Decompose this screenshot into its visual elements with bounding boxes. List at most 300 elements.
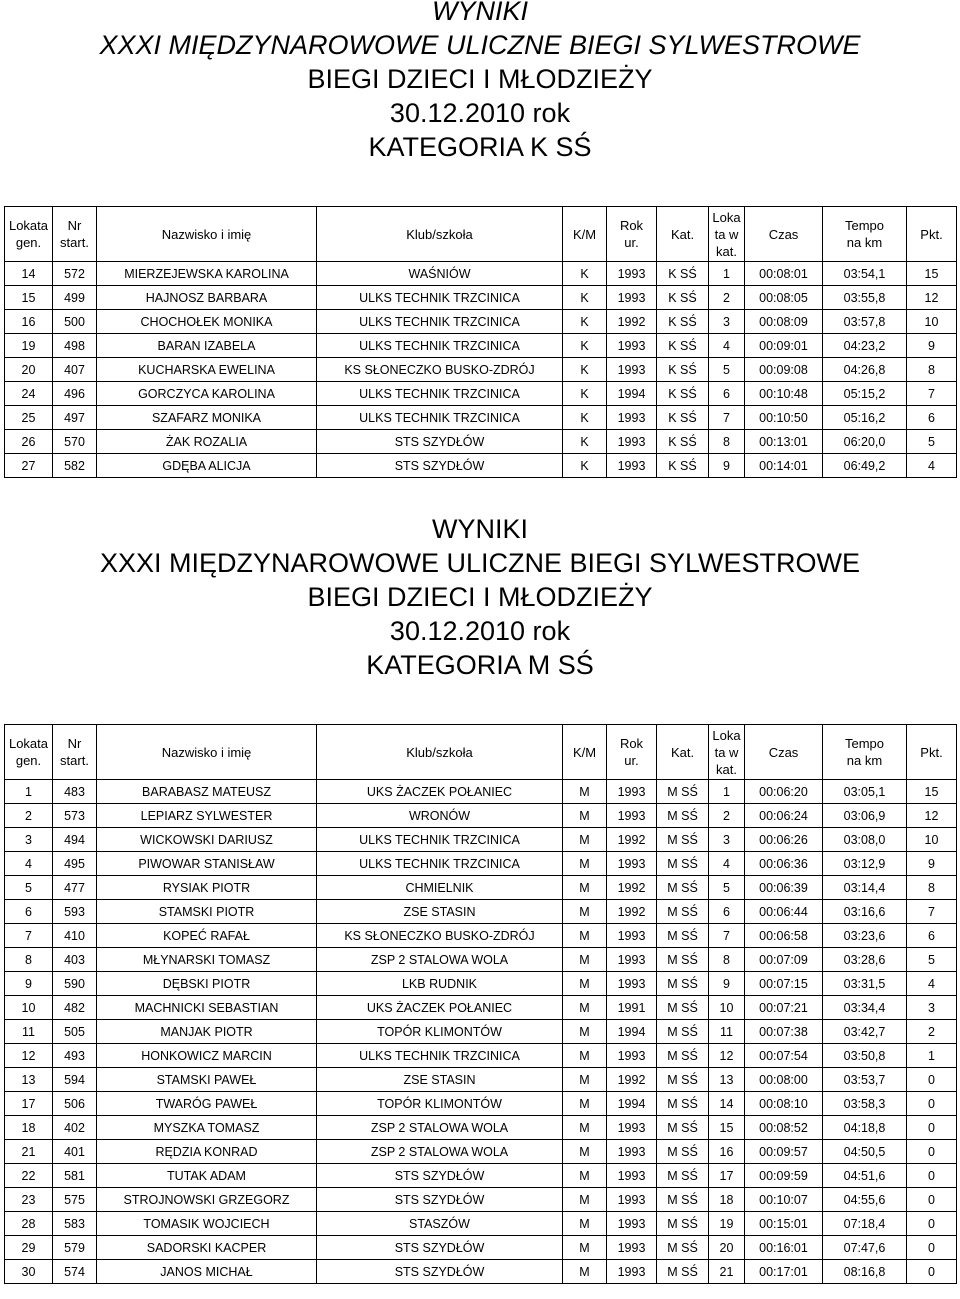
- cell-lokata-gen: 12: [5, 1044, 53, 1068]
- cell-nazwisko-imie: KUCHARSKA EWELINA: [97, 358, 317, 382]
- cell-tempo: 04:23,2: [823, 334, 907, 358]
- cell-lokata-kat: 6: [709, 900, 745, 924]
- cell-czas: 00:06:26: [745, 828, 823, 852]
- cell-nr-start: 581: [53, 1164, 97, 1188]
- cell-lokata-gen: 22: [5, 1164, 53, 1188]
- cell-pkt: 7: [907, 382, 957, 406]
- cell-czas: 00:17:01: [745, 1260, 823, 1284]
- cell-rok-ur: 1994: [607, 1092, 657, 1116]
- cell-czas: 00:15:01: [745, 1212, 823, 1236]
- cell-lokata-kat: 5: [709, 358, 745, 382]
- cell-czas: 00:09:59: [745, 1164, 823, 1188]
- cell-czas: 00:13:01: [745, 430, 823, 454]
- cell-km: K: [563, 406, 607, 430]
- column-header-text: na km: [846, 235, 883, 250]
- cell-kat: K SŚ: [657, 358, 709, 382]
- title-line: BIEGI DZIECI I MŁODZIEŻY: [307, 64, 653, 94]
- column-header-text: Klub/szkoła: [406, 744, 473, 760]
- cell-tempo: 03:05,1: [823, 780, 907, 804]
- cell-klub-szkola: CHMIELNIK: [317, 876, 563, 900]
- cell-nazwisko-imie: TUTAK ADAM: [97, 1164, 317, 1188]
- column-header-rok-ur: [607, 207, 657, 262]
- cell-pkt: 8: [907, 358, 957, 382]
- cell-rok-ur: 1994: [607, 1020, 657, 1044]
- cell-rok-ur: 1993: [607, 1116, 657, 1140]
- cell-klub-szkola: ULKS TECHNIK TRZCINICA: [317, 1044, 563, 1068]
- cell-pkt: 10: [907, 828, 957, 852]
- cell-klub-szkola: ZSP 2 STALOWA WOLA: [317, 948, 563, 972]
- cell-tempo: 03:42,7: [823, 1020, 907, 1044]
- cell-rok-ur: 1993: [607, 1044, 657, 1068]
- cell-tempo: 03:55,8: [823, 286, 907, 310]
- cell-tempo: 06:49,2: [823, 454, 907, 478]
- section-title: [0, 0, 960, 164]
- cell-kat: M SŚ: [657, 828, 709, 852]
- cell-km: K: [563, 262, 607, 286]
- cell-czas: 00:07:15: [745, 972, 823, 996]
- cell-czas: 00:06:24: [745, 804, 823, 828]
- cell-czas: 00:06:39: [745, 876, 823, 900]
- cell-lokata-gen: 4: [5, 852, 53, 876]
- cell-klub-szkola: WRONÓW: [317, 804, 563, 828]
- cell-lokata-kat: 5: [709, 876, 745, 900]
- title-line: WYNIKI: [431, 514, 528, 544]
- column-header-text: Kat.: [670, 744, 695, 760]
- column-header-km: [563, 207, 607, 262]
- cell-pkt: 10: [907, 310, 957, 334]
- column-header-lokata-kat: [709, 725, 745, 780]
- cell-km: M: [563, 852, 607, 876]
- cell-pkt: 12: [907, 804, 957, 828]
- cell-tempo: 03:08,0: [823, 828, 907, 852]
- cell-pkt: 0: [907, 1140, 957, 1164]
- cell-klub-szkola: UKS ŻACZEK POŁANIEC: [317, 996, 563, 1020]
- cell-kat: M SŚ: [657, 876, 709, 900]
- cell-kat: M SŚ: [657, 1212, 709, 1236]
- table-row: [5, 286, 957, 310]
- cell-czas: 00:07:09: [745, 948, 823, 972]
- cell-lokata-gen: 23: [5, 1188, 53, 1212]
- cell-kat: K SŚ: [657, 430, 709, 454]
- cell-nr-start: 575: [53, 1188, 97, 1212]
- cell-nazwisko-imie: BARABASZ MATEUSZ: [97, 780, 317, 804]
- cell-lokata-gen: 16: [5, 310, 53, 334]
- table-header-row: [5, 725, 957, 780]
- cell-tempo: 05:15,2: [823, 382, 907, 406]
- cell-nazwisko-imie: WICKOWSKI DARIUSZ: [97, 828, 317, 852]
- cell-km: M: [563, 1140, 607, 1164]
- title-line: KATEGORIA M SŚ: [366, 650, 594, 680]
- cell-km: M: [563, 996, 607, 1020]
- cell-czas: 00:06:44: [745, 900, 823, 924]
- cell-nr-start: 403: [53, 948, 97, 972]
- cell-kat: M SŚ: [657, 1044, 709, 1068]
- cell-klub-szkola: STS SZYDŁÓW: [317, 430, 563, 454]
- cell-nr-start: 593: [53, 900, 97, 924]
- cell-klub-szkola: STS SZYDŁÓW: [317, 1236, 563, 1260]
- table-row: [5, 996, 957, 1020]
- cell-tempo: 03:28,6: [823, 948, 907, 972]
- column-header-text: Kat.: [670, 226, 695, 242]
- cell-tempo: 06:20,0: [823, 430, 907, 454]
- cell-czas: 00:06:20: [745, 780, 823, 804]
- cell-czas: 00:08:52: [745, 1116, 823, 1140]
- cell-czas: 00:07:54: [745, 1044, 823, 1068]
- cell-czas: 00:16:01: [745, 1236, 823, 1260]
- table-row: [5, 852, 957, 876]
- cell-klub-szkola: ZSP 2 STALOWA WOLA: [317, 1116, 563, 1140]
- cell-rok-ur: 1993: [607, 1260, 657, 1284]
- cell-lokata-gen: 11: [5, 1020, 53, 1044]
- cell-tempo: 03:34,4: [823, 996, 907, 1020]
- title-line: XXXI MIĘDZYNAROWOWE ULICZNE BIEGI SYLWESTROWE: [99, 30, 861, 60]
- table-row: [5, 1260, 957, 1284]
- cell-klub-szkola: WAŚNIÓW: [317, 262, 563, 286]
- cell-nazwisko-imie: MANJAK PIOTR: [97, 1020, 317, 1044]
- cell-kat: M SŚ: [657, 1236, 709, 1260]
- cell-pkt: 1: [907, 1044, 957, 1068]
- cell-km: M: [563, 1260, 607, 1284]
- cell-lokata-gen: 29: [5, 1236, 53, 1260]
- cell-kat: M SŚ: [657, 900, 709, 924]
- cell-czas: 00:08:09: [745, 310, 823, 334]
- column-header-text: Klub/szkoła: [406, 226, 473, 242]
- column-header-text: K/M: [572, 744, 597, 760]
- cell-kat: M SŚ: [657, 972, 709, 996]
- cell-nazwisko-imie: MACHNICKI SEBASTIAN: [97, 996, 317, 1020]
- cell-lokata-kat: 11: [709, 1020, 745, 1044]
- title-line: KATEGORIA K SŚ: [368, 132, 592, 162]
- cell-lokata-gen: 17: [5, 1092, 53, 1116]
- column-header-czas: [745, 725, 823, 780]
- cell-lokata-kat: 2: [709, 286, 745, 310]
- cell-nr-start: 495: [53, 852, 97, 876]
- cell-nazwisko-imie: STAMSKI PIOTR: [97, 900, 317, 924]
- cell-lokata-kat: 16: [709, 1140, 745, 1164]
- cell-km: M: [563, 1164, 607, 1188]
- column-header-lokata-gen: [5, 725, 53, 780]
- cell-pkt: 0: [907, 1164, 957, 1188]
- cell-lokata-kat: 7: [709, 406, 745, 430]
- cell-klub-szkola: ULKS TECHNIK TRZCINICA: [317, 828, 563, 852]
- cell-nazwisko-imie: TWARÓG PAWEŁ: [97, 1092, 317, 1116]
- cell-pkt: 0: [907, 1260, 957, 1284]
- cell-rok-ur: 1993: [607, 334, 657, 358]
- cell-tempo: 04:50,5: [823, 1140, 907, 1164]
- cell-tempo: 03:57,8: [823, 310, 907, 334]
- cell-pkt: 4: [907, 454, 957, 478]
- cell-tempo: 03:16,6: [823, 900, 907, 924]
- cell-lokata-gen: 5: [5, 876, 53, 900]
- title-line: BIEGI DZIECI I MŁODZIEŻY: [307, 582, 653, 612]
- cell-rok-ur: 1993: [607, 780, 657, 804]
- cell-czas: 00:14:01: [745, 454, 823, 478]
- cell-lokata-kat: 20: [709, 1236, 745, 1260]
- table-row: [5, 1044, 957, 1068]
- column-header-text: ur.: [624, 753, 639, 768]
- cell-lokata-gen: 7: [5, 924, 53, 948]
- cell-km: M: [563, 1116, 607, 1140]
- cell-pkt: 15: [907, 780, 957, 804]
- cell-km: M: [563, 1020, 607, 1044]
- table-row: [5, 972, 957, 996]
- cell-rok-ur: 1993: [607, 1140, 657, 1164]
- table-row: [5, 948, 957, 972]
- cell-kat: M SŚ: [657, 1116, 709, 1140]
- cell-tempo: 08:16,8: [823, 1260, 907, 1284]
- cell-klub-szkola: ZSE STASIN: [317, 1068, 563, 1092]
- title-line: 30.12.2010 rok: [389, 98, 571, 128]
- cell-pkt: 0: [907, 1068, 957, 1092]
- cell-lokata-gen: 2: [5, 804, 53, 828]
- cell-tempo: 03:06,9: [823, 804, 907, 828]
- cell-pkt: 7: [907, 900, 957, 924]
- title-line: 30.12.2010 rok: [389, 616, 571, 646]
- cell-nazwisko-imie: ŻAK ROZALIA: [97, 430, 317, 454]
- cell-km: K: [563, 430, 607, 454]
- column-header-text: gen.: [15, 235, 42, 250]
- cell-pkt: 9: [907, 852, 957, 876]
- cell-km: M: [563, 948, 607, 972]
- cell-klub-szkola: ULKS TECHNIK TRZCINICA: [317, 334, 563, 358]
- cell-pkt: 0: [907, 1188, 957, 1212]
- cell-lokata-kat: 14: [709, 1092, 745, 1116]
- cell-lokata-kat: 15: [709, 1116, 745, 1140]
- cell-km: M: [563, 1092, 607, 1116]
- cell-rok-ur: 1993: [607, 406, 657, 430]
- cell-kat: K SŚ: [657, 382, 709, 406]
- cell-klub-szkola: TOPÓR KLIMONTÓW: [317, 1020, 563, 1044]
- cell-lokata-kat: 3: [709, 828, 745, 852]
- cell-pkt: 3: [907, 996, 957, 1020]
- cell-nazwisko-imie: RĘDZIA KONRAD: [97, 1140, 317, 1164]
- cell-czas: 00:08:00: [745, 1068, 823, 1092]
- cell-nazwisko-imie: MYSZKA TOMASZ: [97, 1116, 317, 1140]
- cell-pkt: 2: [907, 1020, 957, 1044]
- cell-rok-ur: 1992: [607, 1068, 657, 1092]
- column-header-text: Pkt.: [920, 226, 943, 242]
- table-row: [5, 430, 957, 454]
- cell-km: M: [563, 924, 607, 948]
- cell-lokata-gen: 27: [5, 454, 53, 478]
- table-row: [5, 900, 957, 924]
- cell-klub-szkola: ZSP 2 STALOWA WOLA: [317, 1140, 563, 1164]
- cell-czas: 00:07:21: [745, 996, 823, 1020]
- cell-nr-start: 505: [53, 1020, 97, 1044]
- cell-lokata-kat: 13: [709, 1068, 745, 1092]
- cell-rok-ur: 1993: [607, 1164, 657, 1188]
- table-row: [5, 924, 957, 948]
- cell-nr-start: 506: [53, 1092, 97, 1116]
- column-header-text: Rok: [619, 218, 644, 233]
- cell-lokata-kat: 7: [709, 924, 745, 948]
- cell-km: K: [563, 334, 607, 358]
- cell-tempo: 04:18,8: [823, 1116, 907, 1140]
- table-row: [5, 1092, 957, 1116]
- cell-rok-ur: 1993: [607, 804, 657, 828]
- cell-tempo: 07:47,6: [823, 1236, 907, 1260]
- cell-nazwisko-imie: MŁYNARSKI TOMASZ: [97, 948, 317, 972]
- cell-lokata-kat: 9: [709, 972, 745, 996]
- cell-pkt: 0: [907, 1092, 957, 1116]
- column-header-text: Nazwisko i imię: [161, 744, 252, 760]
- column-header-text: Tempo: [844, 736, 885, 751]
- cell-czas: 00:06:58: [745, 924, 823, 948]
- cell-lokata-kat: 18: [709, 1188, 745, 1212]
- cell-nr-start: 493: [53, 1044, 97, 1068]
- cell-kat: K SŚ: [657, 286, 709, 310]
- column-header-kat: [657, 207, 709, 262]
- cell-lokata-kat: 17: [709, 1164, 745, 1188]
- title-line: WYNIKI: [431, 0, 528, 26]
- table-row: [5, 454, 957, 478]
- cell-lokata-gen: 14: [5, 262, 53, 286]
- cell-km: K: [563, 454, 607, 478]
- cell-pkt: 0: [907, 1236, 957, 1260]
- cell-km: M: [563, 780, 607, 804]
- cell-klub-szkola: TOPÓR KLIMONTÓW: [317, 1092, 563, 1116]
- cell-nr-start: 498: [53, 334, 97, 358]
- cell-tempo: 03:23,6: [823, 924, 907, 948]
- column-header-text: K/M: [572, 226, 597, 242]
- cell-nr-start: 590: [53, 972, 97, 996]
- cell-pkt: 15: [907, 262, 957, 286]
- column-header-text: Lokata: [8, 218, 49, 233]
- cell-tempo: 04:55,6: [823, 1188, 907, 1212]
- cell-km: M: [563, 1068, 607, 1092]
- cell-pkt: 6: [907, 406, 957, 430]
- cell-lokata-kat: 10: [709, 996, 745, 1020]
- table-row: [5, 1068, 957, 1092]
- cell-tempo: 05:16,2: [823, 406, 907, 430]
- cell-lokata-kat: 8: [709, 430, 745, 454]
- cell-rok-ur: 1992: [607, 876, 657, 900]
- cell-klub-szkola: ZSE STASIN: [317, 900, 563, 924]
- table-row: [5, 358, 957, 382]
- column-header-km: [563, 725, 607, 780]
- cell-klub-szkola: ULKS TECHNIK TRZCINICA: [317, 286, 563, 310]
- cell-lokata-gen: 21: [5, 1140, 53, 1164]
- cell-nazwisko-imie: SZAFARZ MONIKA: [97, 406, 317, 430]
- cell-czas: 00:08:10: [745, 1092, 823, 1116]
- column-header-text: Nr: [67, 218, 82, 233]
- column-header-text: Rok: [619, 736, 644, 751]
- cell-nazwisko-imie: STAMSKI PAWEŁ: [97, 1068, 317, 1092]
- column-header-text: Pkt.: [920, 744, 943, 760]
- cell-km: K: [563, 286, 607, 310]
- table-row: [5, 828, 957, 852]
- column-header-czas: [745, 207, 823, 262]
- cell-klub-szkola: STS SZYDŁÓW: [317, 1188, 563, 1212]
- cell-lokata-gen: 6: [5, 900, 53, 924]
- cell-klub-szkola: STS SZYDŁÓW: [317, 1260, 563, 1284]
- column-header-text: ta w: [714, 226, 739, 242]
- cell-rok-ur: 1992: [607, 900, 657, 924]
- cell-nazwisko-imie: PIWOWAR STANISŁAW: [97, 852, 317, 876]
- cell-tempo: 04:51,6: [823, 1164, 907, 1188]
- title-line: XXXI MIĘDZYNAROWOWE ULICZNE BIEGI SYLWESTROWE: [99, 548, 861, 578]
- table-row: [5, 310, 957, 334]
- cell-lokata-gen: 8: [5, 948, 53, 972]
- cell-rok-ur: 1992: [607, 310, 657, 334]
- cell-czas: 00:09:01: [745, 334, 823, 358]
- cell-kat: K SŚ: [657, 334, 709, 358]
- cell-nazwisko-imie: SADORSKI KACPER: [97, 1236, 317, 1260]
- cell-lokata-gen: 10: [5, 996, 53, 1020]
- cell-tempo: 07:18,4: [823, 1212, 907, 1236]
- cell-lokata-gen: 24: [5, 382, 53, 406]
- cell-lokata-kat: 4: [709, 334, 745, 358]
- cell-pkt: 8: [907, 876, 957, 900]
- table-row: [5, 1212, 957, 1236]
- cell-rok-ur: 1991: [607, 996, 657, 1020]
- cell-kat: M SŚ: [657, 1020, 709, 1044]
- cell-nr-start: 482: [53, 996, 97, 1020]
- cell-nr-start: 477: [53, 876, 97, 900]
- cell-klub-szkola: ULKS TECHNIK TRZCINICA: [317, 852, 563, 876]
- column-header-text: kat.: [716, 761, 737, 777]
- cell-lokata-gen: 25: [5, 406, 53, 430]
- cell-rok-ur: 1993: [607, 972, 657, 996]
- column-header-pkt: [907, 207, 957, 262]
- column-header-klub-szkola: [317, 207, 563, 262]
- column-header-text: Loka: [712, 727, 741, 743]
- cell-kat: M SŚ: [657, 1140, 709, 1164]
- cell-czas: 00:09:08: [745, 358, 823, 382]
- column-header-pkt: [907, 725, 957, 780]
- column-header-tempo: [823, 725, 907, 780]
- table-row: [5, 1188, 957, 1212]
- table-row: [5, 382, 957, 406]
- cell-kat: M SŚ: [657, 1188, 709, 1212]
- cell-rok-ur: 1993: [607, 948, 657, 972]
- cell-nr-start: 410: [53, 924, 97, 948]
- cell-kat: K SŚ: [657, 406, 709, 430]
- cell-kat: M SŚ: [657, 852, 709, 876]
- cell-km: M: [563, 900, 607, 924]
- cell-lokata-kat: 9: [709, 454, 745, 478]
- column-header-rok-ur: [607, 725, 657, 780]
- cell-rok-ur: 1993: [607, 1188, 657, 1212]
- cell-rok-ur: 1993: [607, 924, 657, 948]
- column-header-text: Nr: [67, 736, 82, 751]
- column-header-text: Nazwisko i imię: [161, 226, 252, 242]
- cell-rok-ur: 1992: [607, 828, 657, 852]
- column-header-text: Loka: [712, 209, 741, 225]
- column-header-text: gen.: [15, 753, 42, 768]
- cell-nr-start: 401: [53, 1140, 97, 1164]
- cell-nazwisko-imie: KOPEĆ RAFAŁ: [97, 924, 317, 948]
- cell-lokata-kat: 1: [709, 262, 745, 286]
- table-row: [5, 780, 957, 804]
- cell-klub-szkola: KS SŁONECZKO BUSKO-ZDRÓJ: [317, 924, 563, 948]
- column-header-lokata-kat: [709, 207, 745, 262]
- cell-km: M: [563, 1044, 607, 1068]
- cell-nr-start: 579: [53, 1236, 97, 1260]
- cell-km: M: [563, 1236, 607, 1260]
- cell-klub-szkola: ULKS TECHNIK TRZCINICA: [317, 406, 563, 430]
- cell-klub-szkola: KS SŁONECZKO BUSKO-ZDRÓJ: [317, 358, 563, 382]
- cell-lokata-kat: 12: [709, 1044, 745, 1068]
- cell-lokata-gen: 1: [5, 780, 53, 804]
- cell-lokata-gen: 15: [5, 286, 53, 310]
- cell-km: M: [563, 876, 607, 900]
- table-row: [5, 876, 957, 900]
- cell-klub-szkola: ULKS TECHNIK TRZCINICA: [317, 310, 563, 334]
- column-header-text: ur.: [624, 235, 639, 250]
- cell-nazwisko-imie: LEPIARZ SYLWESTER: [97, 804, 317, 828]
- column-header-text: start.: [60, 753, 89, 768]
